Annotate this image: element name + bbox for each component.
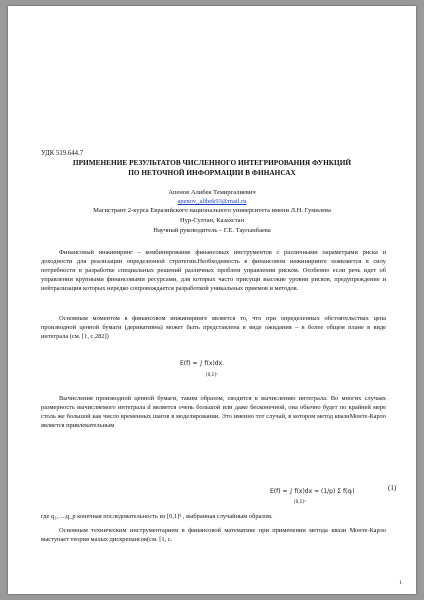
scientific-advisor: Научный руководитель – Г.Е. Таугынбаева — [153, 227, 271, 234]
author-email-line — [28, 197, 396, 206]
document-page — [8, 6, 416, 594]
formula-quasi-monte-carlo — [270, 488, 355, 504]
paper-title — [36, 158, 388, 177]
formula-2-domain: [0,1]ᵈ — [294, 499, 306, 504]
formula-expectation — [180, 360, 225, 377]
author-city: Нур-Султан, Казахстан — [179, 217, 245, 224]
formula-number: (1) — [388, 484, 397, 492]
formula-1-text: E(f) = ∫ f(x)dx. — [180, 360, 225, 367]
paragraph-1: Финансовый инжиниринг – комбинирование финансовых инструментов с различными параметрами риска и доходности для реализации определенной стратегии.Необходимость в финансовом инжиниринге появляется в силу потребности в разработке специальных решений различных проблем управления риском. Особенно если речь идет об управлении крупными финансовыми ресурсами, для которых часто присущи высокие уровни рисков, предупреждение и нейтрализация которых нередко сопровождается разработкой уникальных приемов и методов. — [41, 249, 386, 293]
title-line-2: ПО НЕТОЧНОЙ ИНФОРМАЦИИ В ФИНАНСАХ — [128, 167, 296, 177]
paragraph-3: Вычисления производной ценной бумаги, таким образом, сводится к вычислению интеграла. Во многих случаях размерность вычисляемого интеграла d является очень большой или даже бесконечной, она обычно будет по крайней мере столь же большой как число временных шагов в моделировании. Это именно тот случай, в котором метод квазиМонте-Карло является привлекательным — [41, 395, 386, 430]
udk-code: УДК 519.644.7 — [41, 150, 84, 157]
author-email-link[interactable]: apenov_alibek93@mail.ru — [177, 198, 247, 205]
formula-1-domain: [0,1]ᵈ — [206, 372, 218, 377]
page-number: 1 — [399, 580, 402, 586]
author-affiliation: Магистрант 2-курса Евразийского национального университета имени Л.Н. Гумилева — [93, 207, 331, 214]
where-clause: где q₁,…,q_p конечная последовательность из [0,1]ᵈ , выбранная случайным образом. — [41, 513, 273, 520]
title-line-1: ПРИМЕНЕНИЕ РЕЗУЛЬТАТОВ ЧИСЛЕННОГО ИНТЕГРИРОВАНИЯ ФУНКЦИЙ — [72, 158, 352, 167]
paragraph-4: Основным техническим инструментарием в финансовой математике при применении метода квази Монте-Карло выступает теория малых дискрепансов(см. [1, с. — [41, 527, 386, 544]
author-name: Апенов Алибек Темиргалиевич — [168, 189, 256, 196]
formula-2-text: E(f) = ∫ f(x)dx ≈ (1/p) Σ f(qᵢ) — [270, 488, 355, 495]
paragraph-2: Основным моментом в финансовом инжиниринге является то, что при определенных обстоятельствах цена производной ценной бумаги (деривативна) может быть представлена в виде ожидания – в более общем плане в виде интеграла (см. [1, с.282]) — [41, 315, 386, 341]
